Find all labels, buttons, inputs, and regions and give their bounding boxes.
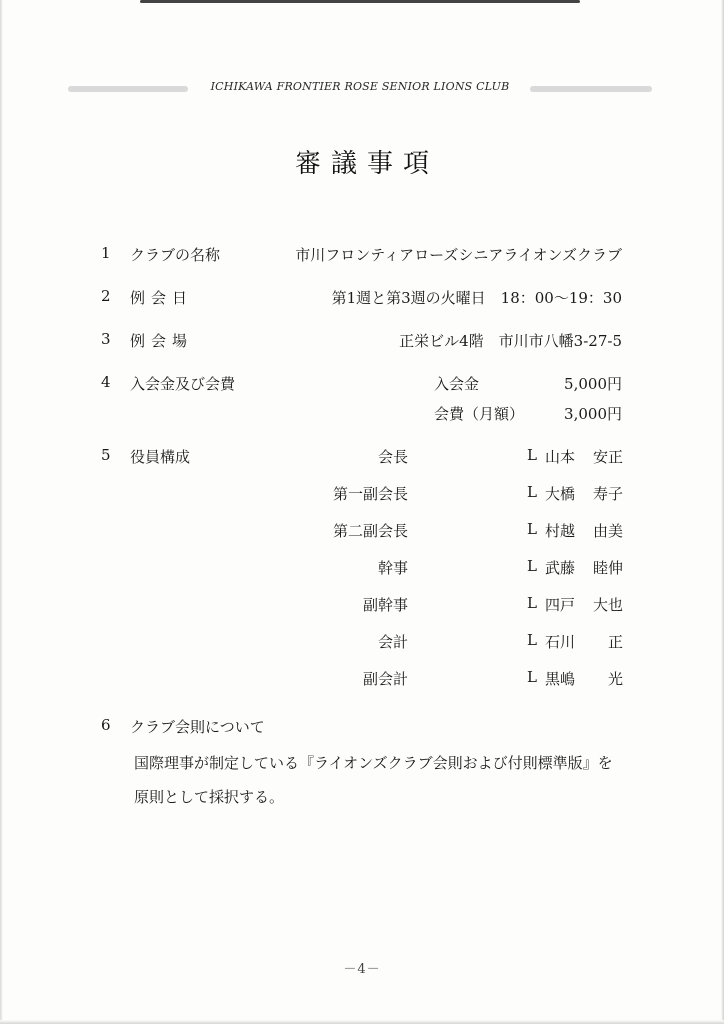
item-number: 2 xyxy=(101,287,111,305)
item-label: クラブ会則について xyxy=(130,718,265,736)
officer-prefix: L xyxy=(527,631,537,649)
club-name-header: ICHIKAWA FRONTIER ROSE SENIOR LIONS CLUB xyxy=(210,80,510,93)
officer-family-name: 四戸 xyxy=(545,596,576,614)
officer-name xyxy=(545,668,623,689)
officer-role: 第一副会長 xyxy=(332,485,408,503)
officer-given-name: 由美 xyxy=(592,522,623,540)
item-number: 1 xyxy=(101,244,111,262)
fee-label: 会費（月額） xyxy=(434,405,525,423)
officer-name xyxy=(545,446,623,467)
officer-role: 副会計 xyxy=(362,670,408,688)
officer-given-name: 正 xyxy=(607,633,623,651)
page-number: －4－ xyxy=(343,962,381,977)
officer-family-name: 黒嶋 xyxy=(545,670,576,688)
officer-given-name: 大也 xyxy=(592,596,623,614)
fee-label: 入会金 xyxy=(434,375,480,393)
officer-family-name: 石川 xyxy=(545,633,576,651)
officer-name xyxy=(545,483,623,504)
officer-prefix: L xyxy=(527,483,537,501)
officer-given-name: 寿子 xyxy=(592,485,623,503)
officer-given-name: 睦伸 xyxy=(592,559,623,577)
officer-family-name: 武藤 xyxy=(545,559,576,577)
running-header xyxy=(0,78,724,98)
officer-prefix: L xyxy=(527,668,537,686)
officer-name xyxy=(545,520,623,541)
bylaws-text-line-2: 原則として採択する。 xyxy=(134,788,285,806)
officer-name xyxy=(545,557,623,578)
page-title: 審議事項 xyxy=(294,149,439,179)
officer-prefix: L xyxy=(527,520,537,538)
officer-family-name: 村越 xyxy=(545,522,576,540)
item-label: クラブの名称 xyxy=(130,246,221,264)
officer-prefix: L xyxy=(527,446,537,464)
scan-edge-bottom xyxy=(0,1020,724,1024)
officer-family-name: 大橋 xyxy=(545,485,576,503)
fee-amount: 5,000円 xyxy=(564,375,622,393)
officer-name xyxy=(545,594,623,615)
item-value: 市川フロンティアローズシニアライオンズクラブ xyxy=(295,246,622,264)
item-number: 3 xyxy=(101,330,111,348)
item-label: 例会日 xyxy=(130,289,194,307)
header-rule-right xyxy=(530,86,652,92)
scan-top-mark xyxy=(140,0,580,3)
item-value: 正栄ビル4階 市川市八幡3-27-5 xyxy=(399,332,622,350)
officer-given-name: 光 xyxy=(607,670,623,688)
item-value: 第1週と第3週の火曜日 18：00〜19：30 xyxy=(331,289,622,307)
officer-role: 会計 xyxy=(377,633,408,651)
officer-prefix: L xyxy=(527,594,537,612)
fee-amount: 3,000円 xyxy=(564,405,622,423)
officer-role: 第二副会長 xyxy=(332,522,408,540)
officer-role: 幹事 xyxy=(377,559,408,577)
officer-name xyxy=(545,631,623,652)
item-number: 6 xyxy=(101,716,111,734)
item-number: 5 xyxy=(101,446,111,464)
item-label: 役員構成 xyxy=(130,448,191,466)
item-label: 入会金及び会費 xyxy=(130,375,236,393)
item-label: 例会場 xyxy=(130,332,194,350)
officer-given-name: 安正 xyxy=(592,448,623,466)
item-number: 4 xyxy=(101,373,111,391)
officer-role: 会長 xyxy=(377,448,408,466)
bylaws-text-line-1: 国際理事が制定している『ライオンズクラブ会則および付則標準版』を xyxy=(134,754,613,772)
officer-prefix: L xyxy=(527,557,537,575)
officer-family-name: 山本 xyxy=(545,448,576,466)
officer-role: 副幹事 xyxy=(362,596,408,614)
header-rule-left xyxy=(68,86,188,92)
